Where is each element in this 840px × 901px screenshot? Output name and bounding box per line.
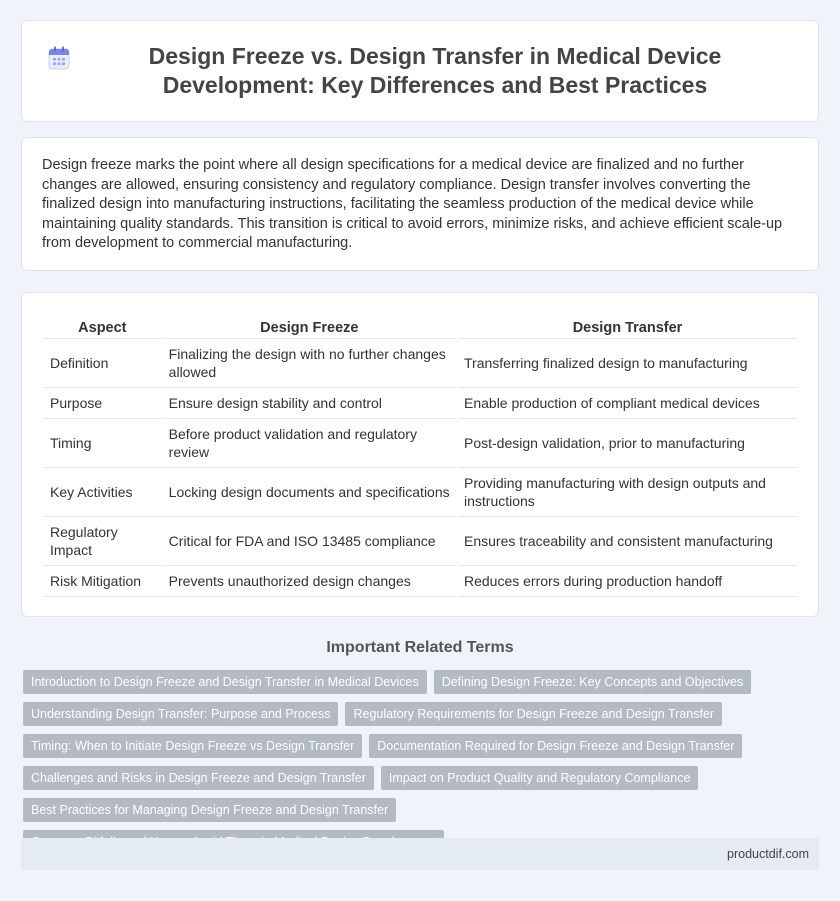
- table-cell-aspect: Definition: [44, 339, 161, 388]
- related-terms-title: Important Related Terms: [326, 639, 514, 656]
- table-row: [44, 517, 797, 566]
- column-header-design-transfer: Design Transfer: [458, 314, 797, 339]
- table-cell-design-transfer: Transferring finalized design to manufacturing: [458, 339, 797, 388]
- intro-paragraph: Design freeze marks the point where all design specifications for a medical device are finalized and no further changes are allowed, ensuring consistency and regulatory compliance. Design transfer involves converting the finalized design into manufacturing instructions, facilitating the seamless production of the medical device while maintaining quality standards. This transition is critical to avoid errors, minimize risks, and achieve efficient scale-up from development to commercial manufacturing.: [42, 157, 783, 251]
- table-cell-design-transfer: Providing manufacturing with design outputs and instructions: [458, 468, 797, 517]
- table-row: [44, 468, 797, 517]
- comparison-card: [21, 292, 819, 617]
- table-header-row: [44, 314, 797, 339]
- table-cell-aspect: Timing: [44, 419, 161, 468]
- table-cell-aspect: Purpose: [44, 388, 161, 419]
- comparison-table: [42, 314, 799, 597]
- table-cell-design-freeze: Locking design documents and specifications: [163, 468, 456, 517]
- table-row: [44, 419, 797, 468]
- related-term-tag[interactable]: Introduction to Design Freeze and Design Transfer in Medical Devices: [23, 670, 427, 694]
- page-title: Design Freeze vs. Design Transfer in Medical Device Development: Key Differences and Best Practices: [148, 43, 722, 98]
- related-term-tag[interactable]: Documentation Required for Design Freeze and Design Transfer: [369, 734, 742, 758]
- table-cell-design-transfer: Reduces errors during production handoff: [458, 566, 797, 597]
- table-cell-design-transfer: Post-design validation, prior to manufacturing: [458, 419, 797, 468]
- table-cell-aspect: Risk Mitigation: [44, 566, 161, 597]
- table-cell-design-freeze: Critical for FDA and ISO 13485 compliance: [163, 517, 456, 566]
- calendar-icon: [48, 46, 70, 70]
- related-term-tag[interactable]: Impact on Product Quality and Regulatory Compliance: [381, 766, 699, 790]
- footer-bar: [21, 838, 819, 870]
- related-term-tag[interactable]: Understanding Design Transfer: Purpose and Process: [23, 702, 338, 726]
- table-cell-design-freeze: Finalizing the design with no further changes allowed: [163, 339, 456, 388]
- table-cell-design-transfer: Ensures traceability and consistent manufacturing: [458, 517, 797, 566]
- table-cell-design-freeze: Prevents unauthorized design changes: [163, 566, 456, 597]
- related-terms-list: [23, 670, 813, 854]
- table-cell-design-transfer: Enable production of compliant medical devices: [458, 388, 797, 419]
- intro-card: [21, 137, 819, 271]
- related-term-tag[interactable]: Best Practices for Managing Design Freeze and Design Transfer: [23, 798, 396, 822]
- related-term-tag[interactable]: Regulatory Requirements for Design Freeze and Design Transfer: [345, 702, 722, 726]
- related-term-tag[interactable]: Challenges and Risks in Design Freeze and Design Transfer: [23, 766, 374, 790]
- table-cell-design-freeze: Ensure design stability and control: [163, 388, 456, 419]
- table-cell-aspect: Key Activities: [44, 468, 161, 517]
- related-term-tag[interactable]: Timing: When to Initiate Design Freeze vs Design Transfer: [23, 734, 362, 758]
- column-header-design-freeze: Design Freeze: [163, 314, 456, 339]
- table-row: [44, 388, 797, 419]
- column-header-aspect: Aspect: [44, 314, 161, 339]
- table-row: [44, 339, 797, 388]
- table-row: [44, 566, 797, 597]
- footer-site-link[interactable]: productdif.com: [727, 847, 809, 861]
- related-term-tag[interactable]: Defining Design Freeze: Key Concepts and Objectives: [434, 670, 752, 694]
- table-cell-design-freeze: Before product validation and regulatory review: [163, 419, 456, 468]
- header-card: [21, 20, 819, 122]
- table-cell-aspect: Regulatory Impact: [44, 517, 161, 566]
